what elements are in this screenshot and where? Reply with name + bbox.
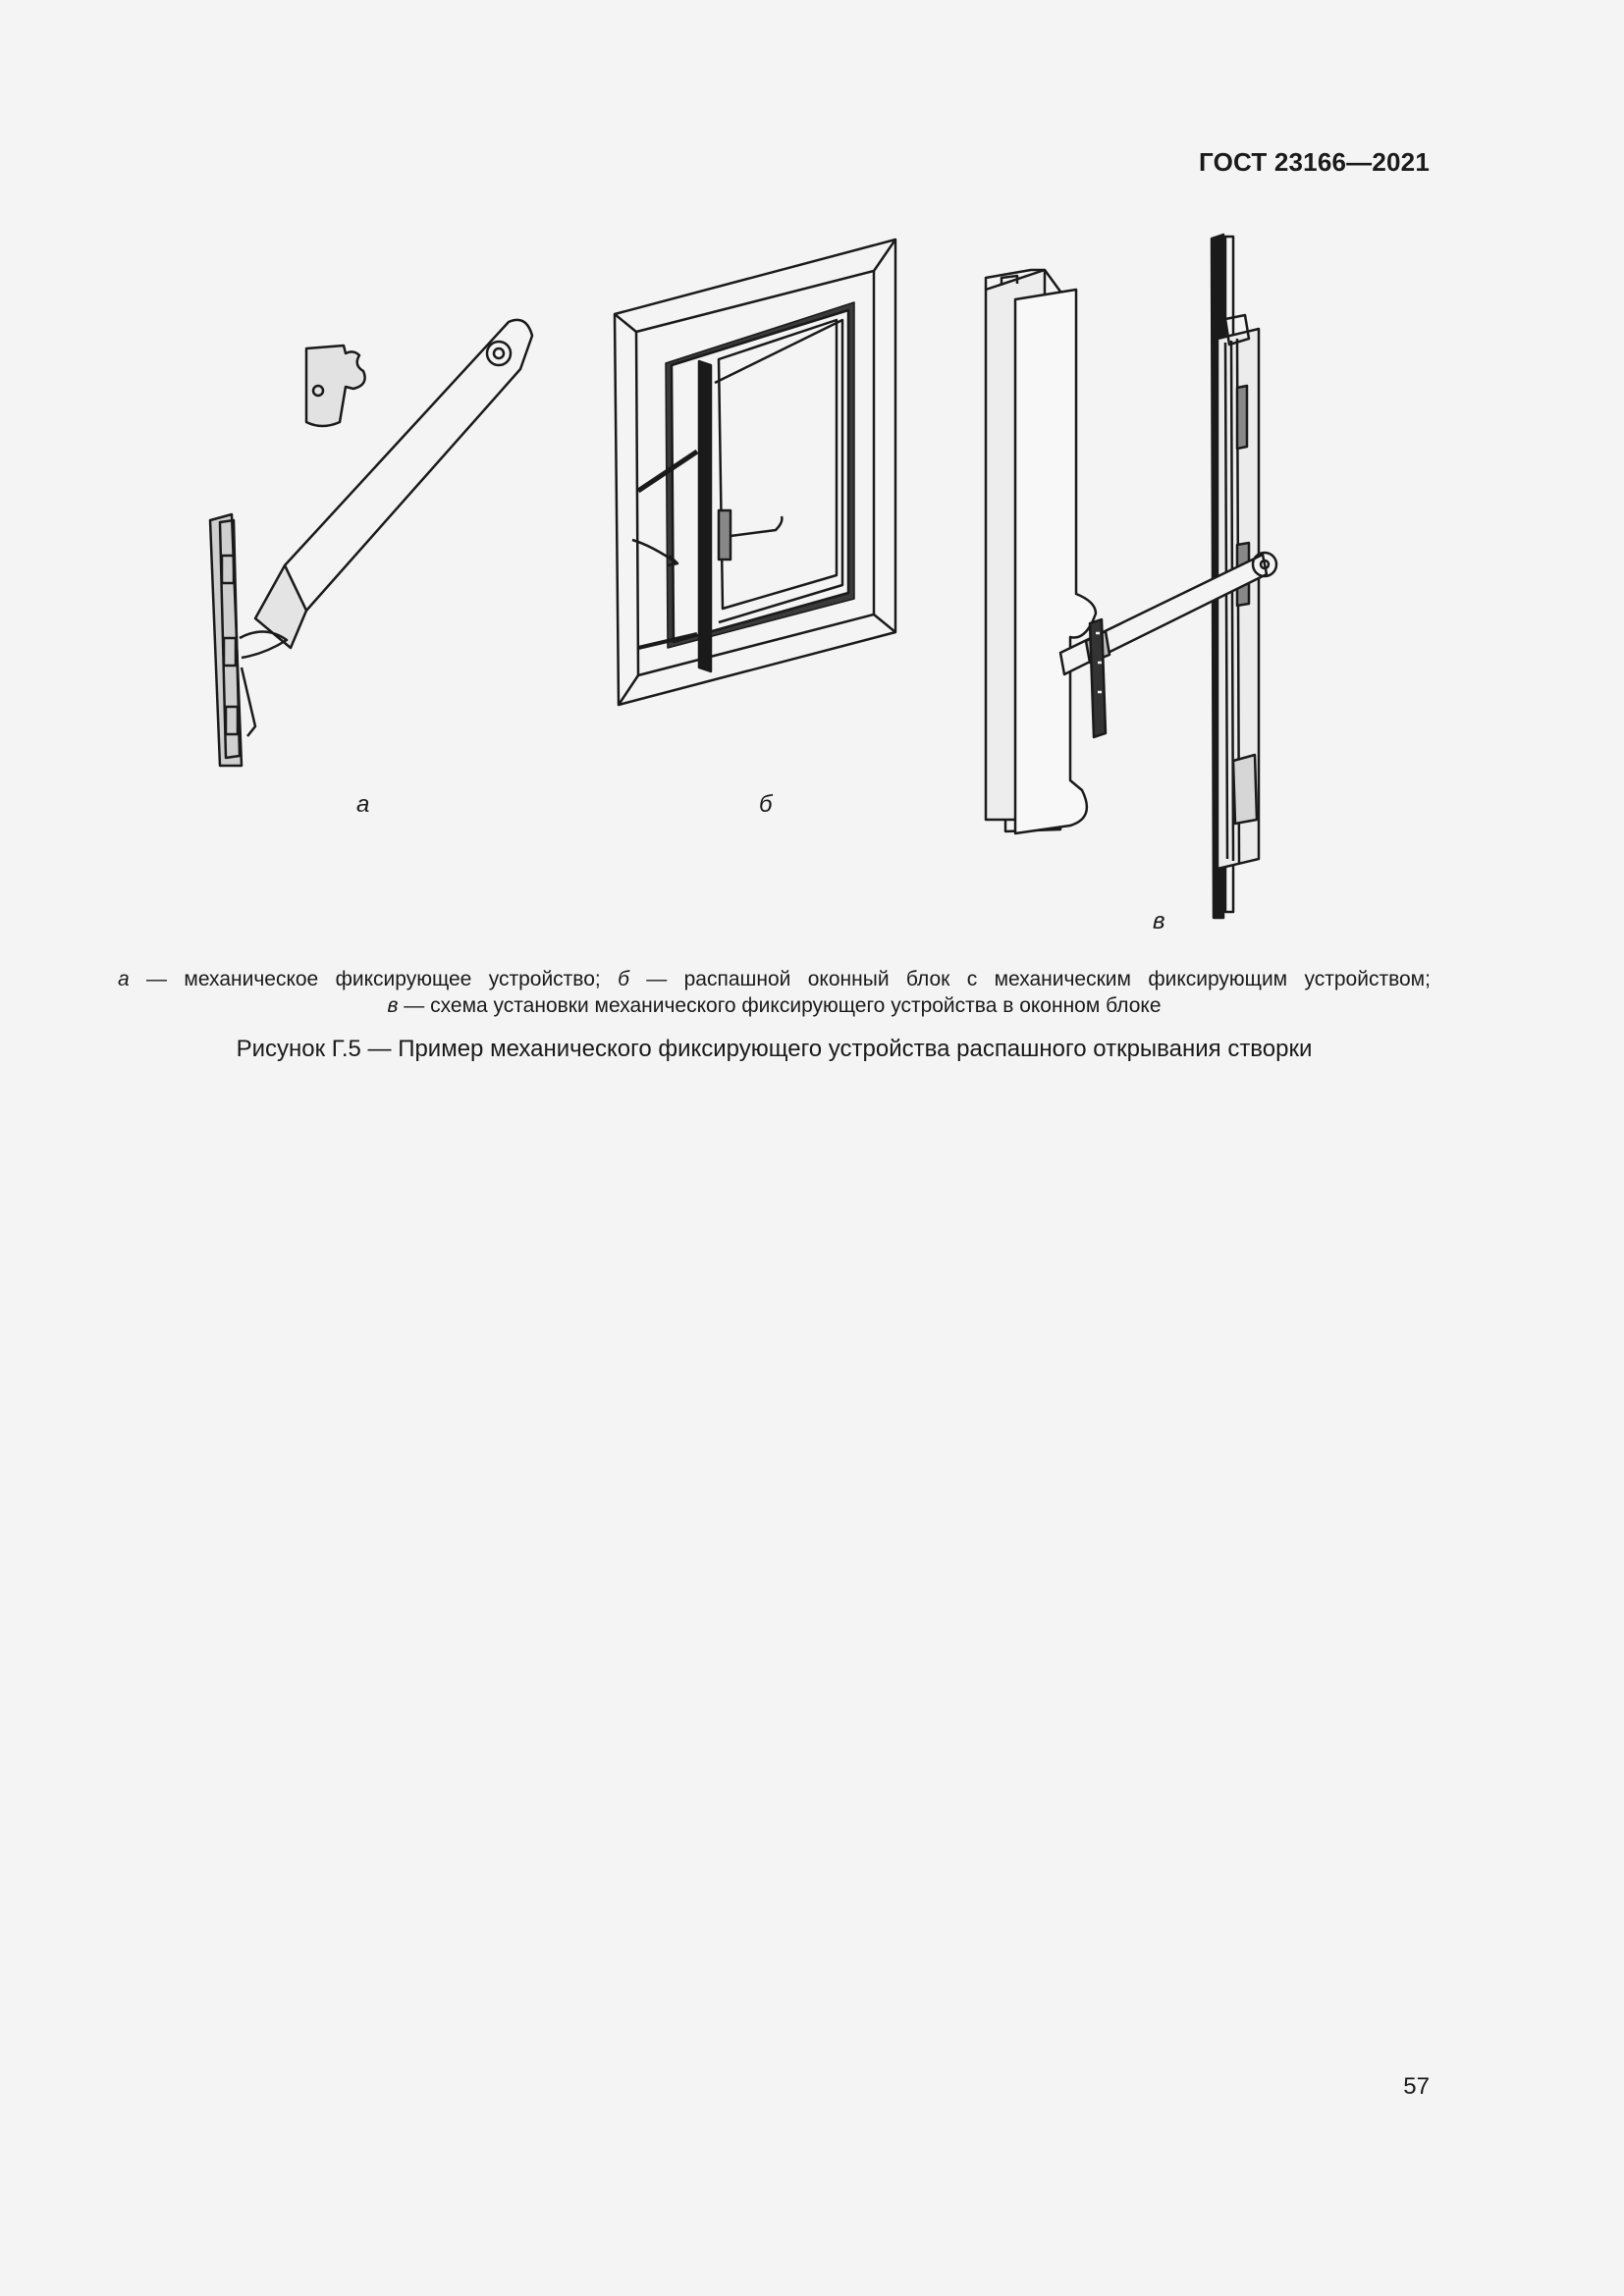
figure-panel-a-restrictor-drawing bbox=[196, 314, 550, 775]
figure-caption: Рисунок Г.5 — Пример механического фиксирующего устройства распашного открывания створки bbox=[236, 1036, 1313, 1062]
panel-label-a: а bbox=[356, 791, 370, 818]
legend-letter-a: а bbox=[118, 968, 130, 990]
legend-dash: — bbox=[404, 994, 425, 1017]
legend-line-2 bbox=[118, 992, 1431, 1019]
figure-legend bbox=[118, 966, 1431, 1019]
legend-text-v: схема установки механического фиксирующего устройства в оконном блоке bbox=[430, 994, 1162, 1017]
figure-panel-b-window-drawing bbox=[609, 236, 903, 707]
page-number: 57 bbox=[1403, 2073, 1430, 2100]
legend-dash: — bbox=[646, 968, 668, 990]
legend-text-a: механическое фиксирующее устройство; bbox=[184, 968, 601, 990]
legend-text-b: распашной оконный блок с механическим фиксирующим устройством; bbox=[683, 968, 1431, 990]
legend-dash: — bbox=[146, 968, 168, 990]
panel-label-b: б bbox=[759, 791, 773, 818]
legend-letter-b: б bbox=[618, 968, 629, 990]
panel-label-v: в bbox=[1153, 908, 1165, 934]
legend-line-1 bbox=[118, 966, 1431, 992]
document-header-id: ГОСТ 23166—2021 bbox=[1199, 147, 1430, 177]
legend-letter-v: в bbox=[387, 994, 399, 1017]
figure-panel-v-installation-drawing bbox=[972, 231, 1345, 918]
